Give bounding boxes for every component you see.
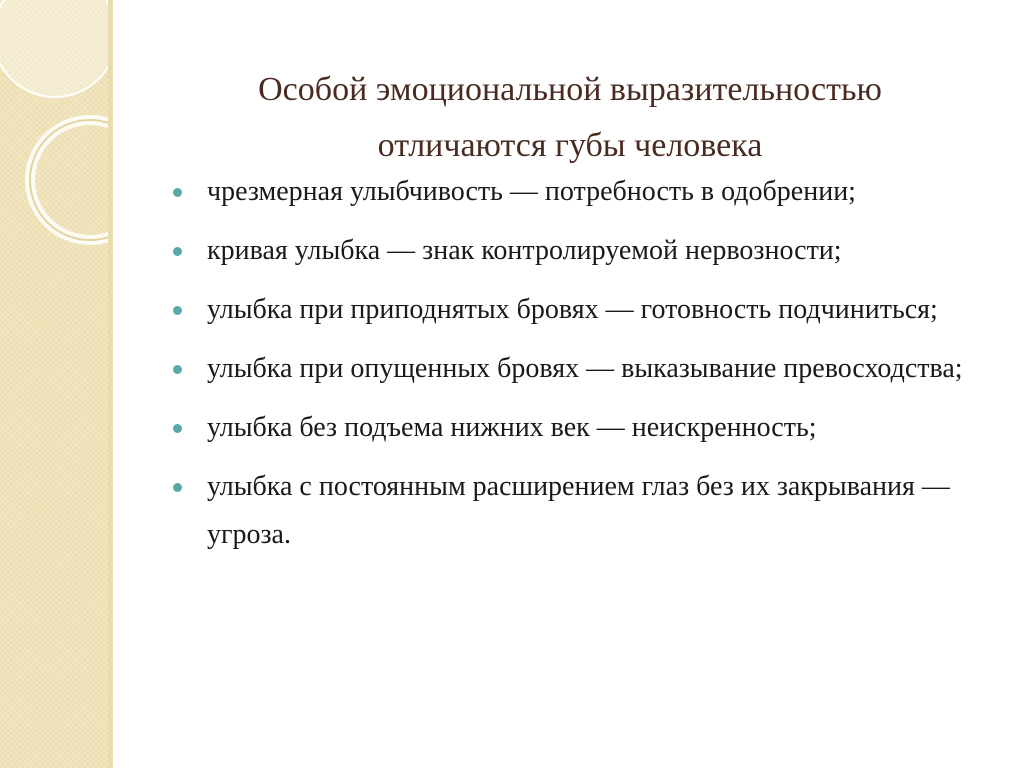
title-line-2: отличаются губы человека <box>377 127 763 164</box>
bullet-text: кривая улыбка — знак контролируемой нервозности; <box>207 235 842 266</box>
bullet-text: улыбка при опущенных бровях — выказывание превосходства; <box>207 353 963 384</box>
bullet-item <box>170 227 970 275</box>
decorative-sidebar <box>0 0 113 768</box>
bullet-item <box>170 463 970 559</box>
bullet-dot-icon <box>173 247 182 256</box>
bullet-item <box>170 168 970 216</box>
bullet-text: чрезмерная улыбчивость — потребность в одобрении; <box>207 176 856 207</box>
bullet-dot-icon <box>173 365 182 374</box>
slide-title <box>160 62 980 174</box>
bullet-text: улыбка без подъема нижних век — неискренность; <box>207 412 817 443</box>
bullet-item <box>170 286 970 334</box>
bullet-dot-icon <box>173 306 182 315</box>
title-line-1: Особой эмоциональной выразительностью <box>258 71 882 108</box>
bullet-text: улыбка при приподнятых бровях — готовность подчиниться; <box>207 294 938 325</box>
bullet-dot-icon <box>173 483 182 492</box>
bullet-item <box>170 404 970 452</box>
bullet-dot-icon <box>173 188 182 197</box>
bullet-list <box>170 168 970 570</box>
bullet-item <box>170 345 970 393</box>
decorative-circles <box>0 0 113 300</box>
sidebar-edge <box>108 0 113 768</box>
bullet-dot-icon <box>173 424 182 433</box>
bullet-text: улыбка с постоянным расширением глаз без их закрывания — угроза. <box>207 471 950 550</box>
